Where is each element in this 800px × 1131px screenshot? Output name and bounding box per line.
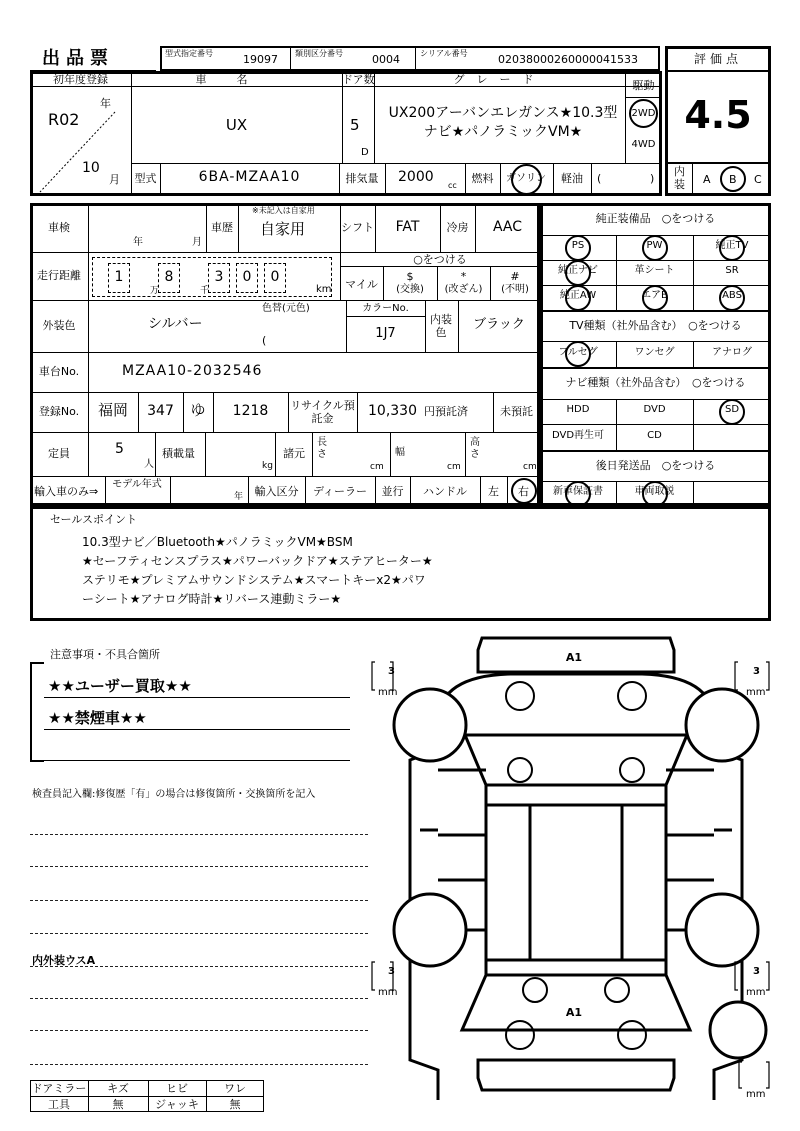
model-year-label: モデル年式 xyxy=(112,479,162,490)
mileage-dollar-sub: (交換) xyxy=(396,284,424,295)
colorno-value: 1J7 xyxy=(375,326,396,341)
int-color-value: ブラック xyxy=(473,317,525,332)
mileage-digit: 3 xyxy=(214,269,224,285)
model-label: 型式 xyxy=(134,172,157,185)
tool-jack-value: 無 xyxy=(229,1098,241,1111)
tool-mirror: ドアミラー xyxy=(31,1082,87,1095)
reg-class: 347 xyxy=(147,403,174,419)
cc-unit: cc xyxy=(448,181,457,190)
import-label: 輸入車のみ⇒ xyxy=(34,485,99,498)
mileage-star: * xyxy=(460,270,467,283)
sales-text xyxy=(82,533,433,609)
equipment-circle xyxy=(642,235,668,261)
equipment-item: ABS xyxy=(722,290,742,301)
doors-value: 5 xyxy=(350,116,360,134)
load-label: 積載量 xyxy=(162,447,195,460)
navi-item: SD xyxy=(724,404,740,415)
equipment-circle xyxy=(565,235,591,261)
inspector-label: 検査員記入欄:修復歴「有」の場合は修復箇所・交換箇所を記入 xyxy=(32,789,316,800)
mileage-sen: 千 xyxy=(200,286,210,296)
equipment-item: エアB xyxy=(641,290,668,301)
score-value: 4.5 xyxy=(684,93,752,137)
inspection-month: 月 xyxy=(192,237,202,248)
colorno-label: カラーNo. xyxy=(362,303,409,314)
tread-rl: 3 xyxy=(388,966,395,977)
tool-break: ワレ xyxy=(224,1082,246,1095)
month-value: 10 xyxy=(82,160,100,176)
notes-label: 注意事項・不具合箇所 xyxy=(50,648,160,661)
mileage-mile: マイル xyxy=(345,278,378,291)
fuel-diesel: 軽油 xyxy=(561,172,583,185)
capacity-unit: 人 xyxy=(144,459,154,470)
mileage-hash: # xyxy=(510,270,520,283)
ac-value: AAC xyxy=(492,219,523,235)
equipment-item: 純正ナビ xyxy=(558,265,598,276)
tread-rl-mm: mm xyxy=(378,987,398,998)
tool-kit-value: 無 xyxy=(112,1098,124,1111)
tread-fr: 3 xyxy=(753,666,760,677)
equipment-circle xyxy=(719,285,745,311)
equipment-circle xyxy=(642,285,668,311)
mileage-km: km xyxy=(316,284,332,295)
equipment-item: 純正TV xyxy=(715,240,749,251)
equipment-item: 革シート xyxy=(634,265,675,276)
doors-label: ドア数 xyxy=(342,73,375,86)
drive-2wd: 2WD xyxy=(631,108,656,119)
handle-right-circle xyxy=(511,478,537,504)
spec-block xyxy=(30,203,540,506)
serial-label: シリアル番号 xyxy=(420,49,468,58)
dim-height-cm: cm xyxy=(523,462,537,472)
sales-line: ステリモ★プレミアムサウンドシステム★スマートキーx2★パワ xyxy=(82,573,426,587)
equipment-circle xyxy=(565,285,591,311)
month-unit: 月 xyxy=(109,173,120,186)
sales-line: ★セーフティセンスプラス★パワーバックドア★ステアヒーター★ xyxy=(82,554,433,568)
mileage-label: 走行距離 xyxy=(37,269,81,282)
reg-kana: ゆ xyxy=(190,401,206,419)
later-circle xyxy=(565,481,591,507)
diagram-rear-label: A1 xyxy=(565,1006,583,1019)
color-orig: ( xyxy=(262,334,267,347)
tv-item: アナログ xyxy=(712,347,752,358)
tv-circle xyxy=(565,341,591,367)
history-note: ※未記入は自家用 xyxy=(252,206,315,215)
dim-width: 幅 xyxy=(395,447,405,458)
fuel-gasoline: ガソリン xyxy=(506,173,546,184)
tool-kit: 工具 xyxy=(48,1098,70,1111)
mileage-mark-title: ○をつける xyxy=(413,253,467,266)
type-spec-value: 19097 xyxy=(243,53,278,66)
equipment-title: 純正装備品 ○をつける xyxy=(595,212,716,225)
paren-open: ( xyxy=(597,172,602,185)
reg-number: 1218 xyxy=(232,403,269,419)
color-change-label: 色替(元色) xyxy=(262,303,310,314)
page-title: 出品票 xyxy=(42,48,114,69)
fuel-gasoline-circle xyxy=(511,164,542,195)
equipment-item: SR xyxy=(725,265,739,276)
grade-label: グレード xyxy=(453,73,546,86)
sales-line: ーシート★アナログ時計★リバース連動ミラー★ xyxy=(82,592,342,606)
equipment-circle xyxy=(719,235,745,261)
drive-4wd: 4WD xyxy=(631,139,656,150)
notes-bracket xyxy=(30,662,44,762)
navi-item: HDD xyxy=(566,404,590,415)
recycle-label: リサイクル預託金 xyxy=(290,399,355,425)
tread-fl: 3 xyxy=(388,666,395,677)
mileage-man: 万 xyxy=(150,286,160,296)
tread-spare-mm: mm xyxy=(746,1089,766,1100)
ac-label: 冷房 xyxy=(446,221,469,234)
paren-close: ) xyxy=(650,172,655,185)
mileage-star-sub: (改ざん) xyxy=(444,284,483,295)
later-item: 新車保証書 xyxy=(553,486,603,497)
era-year: R02 xyxy=(48,110,80,129)
load-kg: kg xyxy=(262,461,273,471)
navi-item: CD xyxy=(647,429,662,441)
displacement-label: 排気量 xyxy=(345,172,379,185)
class-value: 0004 xyxy=(372,53,400,66)
doors-suffix: D xyxy=(361,147,369,158)
sales-line: 10.3型ナビ／Bluetooth★パノラミックVM★BSM xyxy=(82,535,353,549)
dim-width-cm: cm xyxy=(447,462,461,472)
year-unit: 年 xyxy=(100,97,111,110)
mileage-digit: 1 xyxy=(114,269,124,285)
import-type-label: 輸入区分 xyxy=(254,485,299,498)
dim-height: 高さ xyxy=(470,437,480,460)
drive-label: 駆動 xyxy=(632,79,655,92)
inspection-label: 車検 xyxy=(48,221,70,234)
later-circle xyxy=(642,481,668,507)
color-value: シルバー xyxy=(148,316,203,332)
interior-b-circle xyxy=(720,166,746,192)
capacity-label: 定員 xyxy=(48,447,70,460)
serial-value: 02038000260000041533 xyxy=(498,53,638,66)
tread-fl-mm: mm xyxy=(378,687,398,698)
tv-title: TV種類（社外品含む） ○をつける xyxy=(569,319,742,332)
recycle-yen: 円預託済 xyxy=(424,405,468,418)
chassis-label: 車台No. xyxy=(38,365,80,378)
car-name-label: 車名 xyxy=(195,73,278,86)
equipment-circle xyxy=(565,260,591,286)
notes-line-2: ★★禁煙車★★ xyxy=(48,709,147,727)
import-parallel: 並行 xyxy=(381,485,404,498)
capacity-value: 5 xyxy=(115,441,124,457)
dims-label: 諸元 xyxy=(283,447,305,460)
chassis-value: MZAA10-2032546 xyxy=(122,363,263,379)
tool-crack: ヒビ xyxy=(166,1082,188,1095)
recycle-value: 10,330 xyxy=(368,403,417,419)
equipment-item: 純正AW xyxy=(559,290,597,301)
navi-item: DVD再生可 xyxy=(551,429,605,441)
navi-circle xyxy=(719,399,745,425)
grade-value: UX200アーバンエレガンス★10.3型ナビ★パノラミックVM★ xyxy=(388,105,618,140)
recycle-unpaid: 未預託 xyxy=(500,405,533,418)
drive-2wd-circle xyxy=(629,99,658,128)
later-item: 車両取説 xyxy=(634,486,675,497)
equipment-item: PS xyxy=(571,240,585,251)
reg-area: 福岡 xyxy=(97,401,128,419)
sales-label: セールスポイント xyxy=(50,513,138,526)
inspector-note: 内外装ウスA xyxy=(32,954,96,967)
handle-left: 左 xyxy=(488,485,499,498)
first-reg-label: 初年度登録 xyxy=(53,73,108,86)
tool-jack: ジャッキ xyxy=(155,1098,199,1111)
score-label: 評価点 xyxy=(693,52,742,66)
class-label: 類別区分番号 xyxy=(295,49,343,58)
import-dealer: ディーラー xyxy=(312,485,368,498)
mileage-hash-sub: (不明) xyxy=(501,284,529,295)
navi-title: ナビ種類（社外品含む） ○をつける xyxy=(565,376,746,389)
mileage-digit: 0 xyxy=(242,269,252,285)
diagram-front-label: A1 xyxy=(565,651,583,664)
later-title: 後日発送品 ○をつける xyxy=(595,459,716,472)
interior-b: B xyxy=(729,173,737,186)
interior-c: C xyxy=(754,173,762,186)
handle-label: ハンドル xyxy=(423,485,467,498)
notes-line-1: ★★ユーザー買取★★ xyxy=(48,677,192,695)
type-spec-label: 型式指定番号 xyxy=(165,49,213,58)
tread-rr-mm: mm xyxy=(746,987,766,998)
model-year-unit: 年 xyxy=(234,492,244,502)
inspection-year: 年 xyxy=(133,237,143,248)
shift-label: シフト xyxy=(341,221,374,234)
equipment-item: PW xyxy=(646,240,663,251)
reg-label: 登録No. xyxy=(38,405,80,418)
interior-a: A xyxy=(703,173,711,186)
shift-value: FAT xyxy=(395,219,420,235)
tv-item: フルセグ xyxy=(558,347,598,358)
car-name: UX xyxy=(225,116,248,134)
color-label: 外装色 xyxy=(42,319,76,332)
mileage-digit: 0 xyxy=(270,269,280,285)
model-value: 6BA-MZAA10 xyxy=(198,169,301,185)
tread-fr-mm: mm xyxy=(746,687,766,698)
int-color-label: 内装色 xyxy=(430,313,452,339)
handle-right: 右 xyxy=(518,485,529,498)
tv-item: ワンセグ xyxy=(634,347,675,358)
navi-item: DVD xyxy=(643,404,666,415)
fuel-label: 燃料 xyxy=(471,172,494,185)
history-value: 自家用 xyxy=(260,220,306,238)
dim-length: 長さ xyxy=(317,437,327,460)
mileage-dollar: $ xyxy=(406,270,414,283)
displacement-value: 2000 xyxy=(398,169,434,185)
car-diagram xyxy=(370,630,790,1110)
dim-length-cm: cm xyxy=(370,462,384,472)
tool-scratch: キズ xyxy=(107,1082,129,1095)
mileage-digit: 8 xyxy=(164,269,174,285)
tread-rr: 3 xyxy=(753,966,760,977)
interior-label: 内装 xyxy=(674,165,685,191)
history-label: 車歴 xyxy=(211,221,233,234)
